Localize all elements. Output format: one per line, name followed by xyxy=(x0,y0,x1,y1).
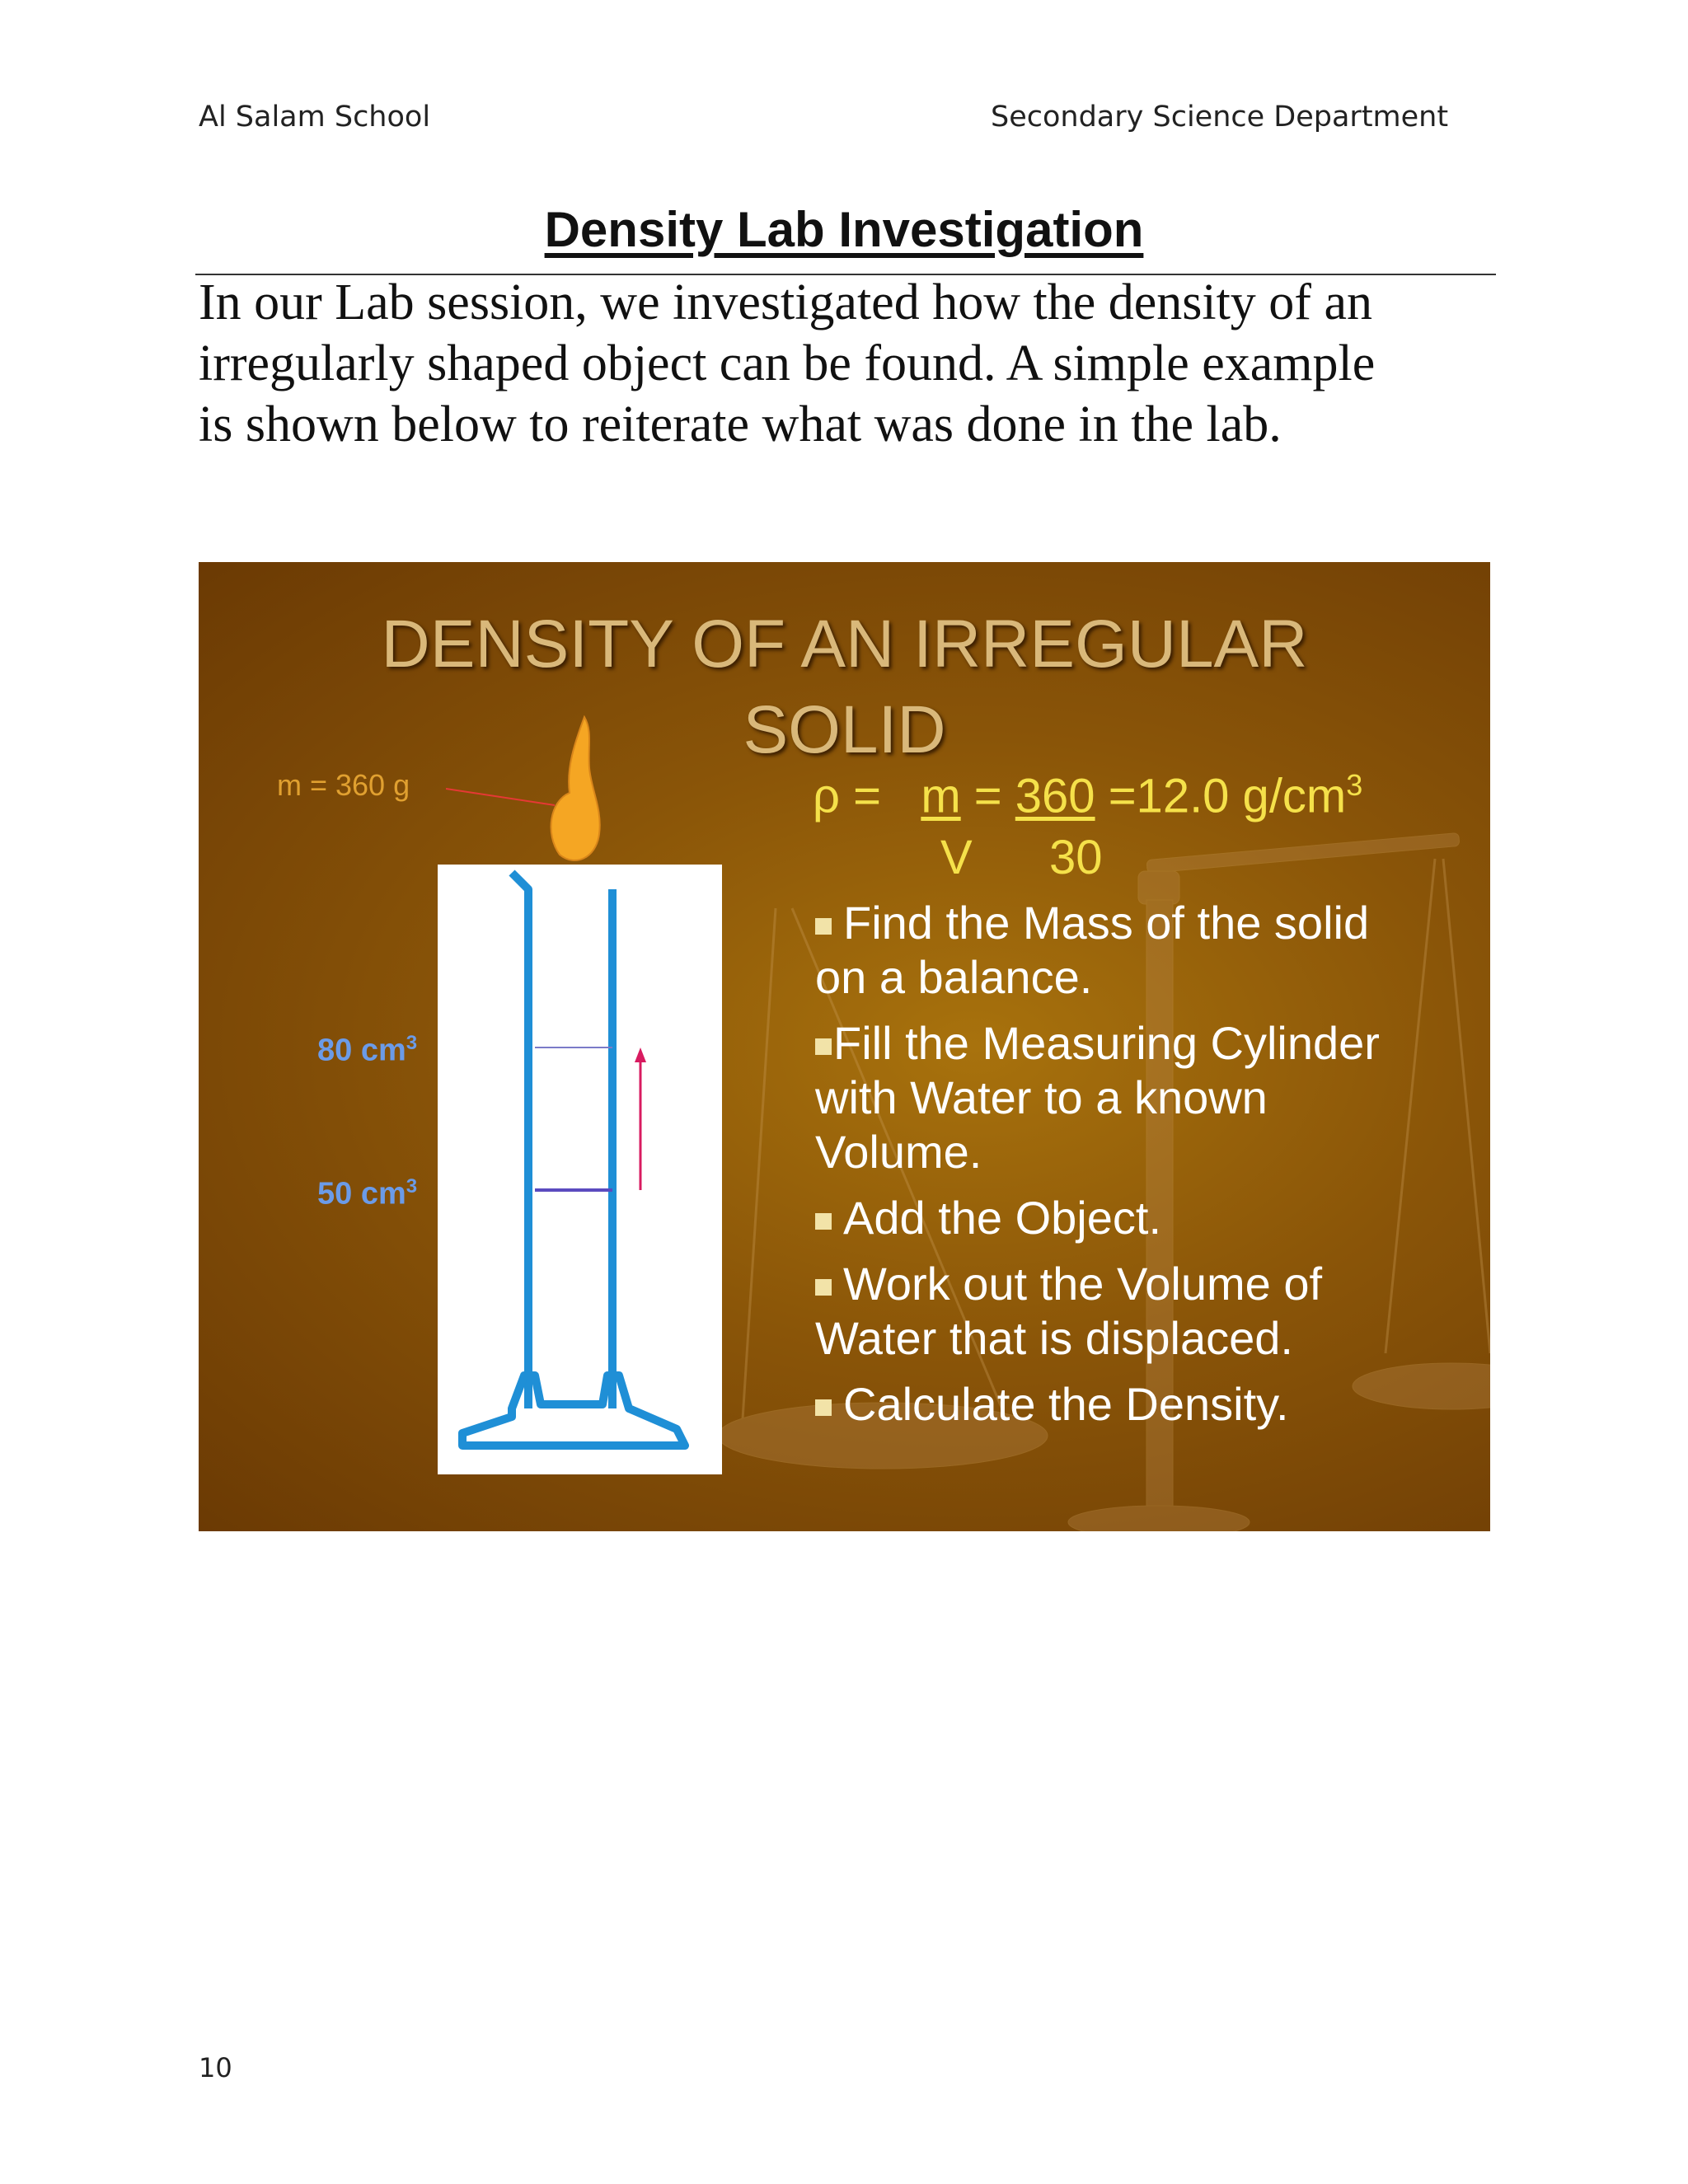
list-item: Work out the Volume of Water that is displaced. xyxy=(815,1258,1323,1364)
slide-title: DENSITY OF AN IRREGULAR SOLID xyxy=(381,607,1308,767)
volume-label-50: 50 $cm^3$ xyxy=(317,1175,418,1212)
bullet-icon xyxy=(815,1038,832,1055)
list-item: Calculate the Density. xyxy=(815,1377,1475,1432)
density-slide-image xyxy=(199,562,1490,1531)
rise-arrow-head xyxy=(635,1047,646,1062)
density-formula: ρ = m = 360 =12.0 $g/cm^3$ xyxy=(813,768,1363,823)
formula-denominator-volume: 30 xyxy=(1049,831,1103,884)
cylinder-panel xyxy=(438,865,722,1474)
bullet-icon xyxy=(815,918,832,935)
mass-pointer-line xyxy=(446,785,570,818)
intro-paragraph xyxy=(199,272,1501,455)
header-department: Secondary Science Department xyxy=(991,101,1449,134)
volume-label-80: 80 $cm^3$ xyxy=(317,1032,418,1068)
intro-line: irregularly shaped object can be found. A simple example xyxy=(199,335,1376,391)
list-item: Fill the Measuring Cylinder with Water to a known Volume. xyxy=(815,1017,1380,1178)
page-number: 10 xyxy=(199,2052,232,2083)
mass-label: m = 360 g xyxy=(277,768,410,802)
formula-denominator-v: V xyxy=(940,831,973,884)
measuring-cylinder-icon xyxy=(438,865,722,1474)
list-item: Add the Object. xyxy=(815,1191,1475,1245)
header-school-name: Al Salam School xyxy=(199,101,431,134)
bullet-icon xyxy=(815,1213,832,1230)
intro-line: is shown below to reiterate what was done in the lab. xyxy=(199,396,1282,452)
bullet-icon xyxy=(815,1279,832,1296)
page-title: Density Lab Investigation xyxy=(544,202,1144,257)
procedure-steps xyxy=(815,896,1475,1443)
intro-line: In our Lab session, we investigated how the density of an xyxy=(199,274,1372,330)
list-item: Find the Mass of the solid on a balance. xyxy=(815,897,1370,1003)
bullet-icon xyxy=(815,1399,832,1416)
